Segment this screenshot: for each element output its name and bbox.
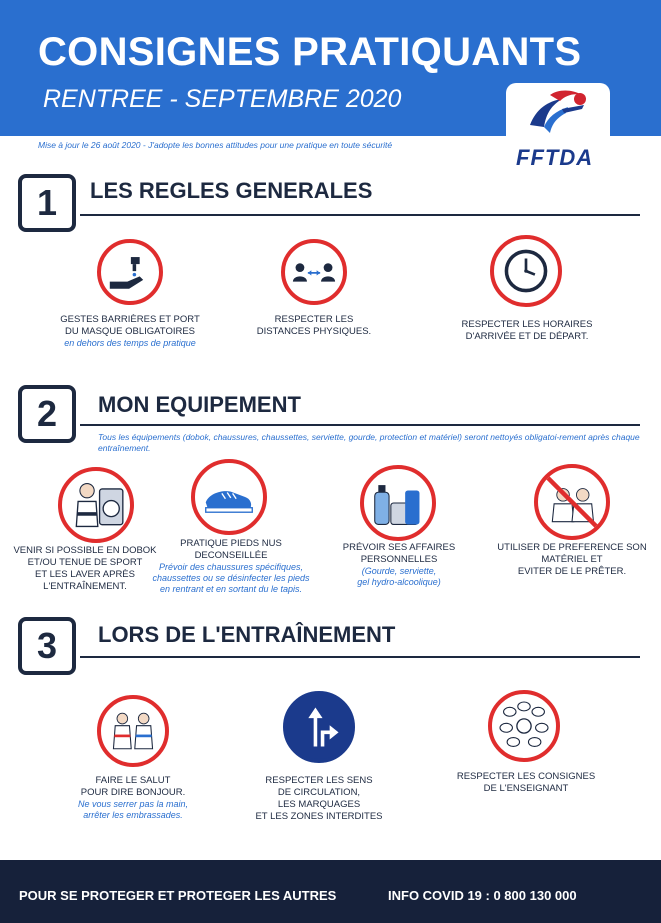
rule-2-caption: RESPECTER LES DISTANCES PHYSIQUES. bbox=[256, 314, 372, 337]
personal-items-icon bbox=[360, 465, 436, 541]
footer-covid-info: INFO COVID 19 : 0 800 130 000 bbox=[388, 888, 577, 903]
equip-4-caption: UTILISER DE PREFERENCE SON MATÉRIEL ET EVITER DE LE PRÊTER. bbox=[497, 542, 647, 577]
equip-1-caption: VENIR SI POSSIBLE EN DOBOK ET/OU TENUE DE SPORT ET LES LAVER APRÈS L'ENTRAÎNEMENT. bbox=[13, 545, 157, 592]
rule-3-caption: RESPECTER LES HORAIRES D'ARRIVÉE ET DE DÉPART. bbox=[461, 319, 593, 342]
fftda-logo bbox=[506, 83, 610, 175]
equipment-note: Tous les équipements (dobok, chaussures, chaussettes, serviette, gourde, protection et matériel) seront nettoyés obligatoi-rement après chaque entraînement. bbox=[98, 432, 640, 454]
direction-sign-icon bbox=[283, 691, 355, 763]
no-sharing-icon bbox=[534, 464, 610, 540]
training-2-caption: RESPECTER LES SENS DE CIRCULATION, LES MARQUAGES ET LES ZONES INTERDITES bbox=[255, 775, 383, 822]
training-3-caption: RESPECTER LES CONSIGNES DE L'ENSEIGNANT bbox=[456, 771, 596, 794]
instructions-icon bbox=[488, 690, 560, 762]
hand-gel-icon bbox=[97, 239, 163, 305]
section-3-number: 3 bbox=[18, 617, 76, 675]
training-1-caption: FAIRE LE SALUT POUR DIRE BONJOUR. Ne vous serrer pas la main, arrêter les embrassades. bbox=[77, 775, 189, 820]
section-3-divider bbox=[80, 656, 640, 658]
section-1-title: LES REGLES GENERALES bbox=[90, 178, 373, 203]
section-1-number: 1 bbox=[18, 174, 76, 232]
update-note: Mise à jour le 26 août 2020 - J'adopte les bonnes attitudes pour une pratique en toute sécurité bbox=[38, 140, 393, 150]
section-2-divider bbox=[80, 424, 640, 426]
section-2-title: MON EQUIPEMENT bbox=[98, 392, 301, 417]
page-title: CONSIGNES PRATIQUANTS bbox=[38, 30, 582, 74]
section-3-title: LORS DE L'ENTRAÎNEMENT bbox=[98, 622, 396, 647]
rule-1-caption: GESTES BARRIÈRES ET PORT DU MASQUE OBLIGATOIRES en dehors des temps de pratique bbox=[60, 314, 200, 348]
equip-2-caption: PRATIQUE PIEDS NUS DECONSEILLÉE Prévoir des chaussures spécifiques, chaussettes ou se désinfecter les pieds en rentrant et en sortant du le tapis. bbox=[152, 538, 310, 595]
distance-icon bbox=[281, 239, 347, 305]
fftda-emblem-icon bbox=[522, 87, 594, 145]
equip-3-caption: PRÉVOIR SES AFFAIRES PERSONNELLES (Gourde, serviette, gel hydro-alcoolique) bbox=[342, 542, 456, 587]
clock-icon bbox=[490, 235, 562, 307]
dobok-laundry-icon bbox=[58, 467, 134, 543]
page-subtitle: RENTREE - SEPTEMBRE 2020 bbox=[43, 85, 402, 113]
section-2-number: 2 bbox=[18, 385, 76, 443]
footer-slogan: POUR SE PROTEGER ET PROTEGER LES AUTRES bbox=[19, 888, 337, 903]
logo-text: FFTDA bbox=[516, 145, 594, 170]
section-1-divider bbox=[80, 214, 640, 216]
salute-icon bbox=[97, 695, 169, 767]
shoe-icon bbox=[191, 459, 267, 535]
